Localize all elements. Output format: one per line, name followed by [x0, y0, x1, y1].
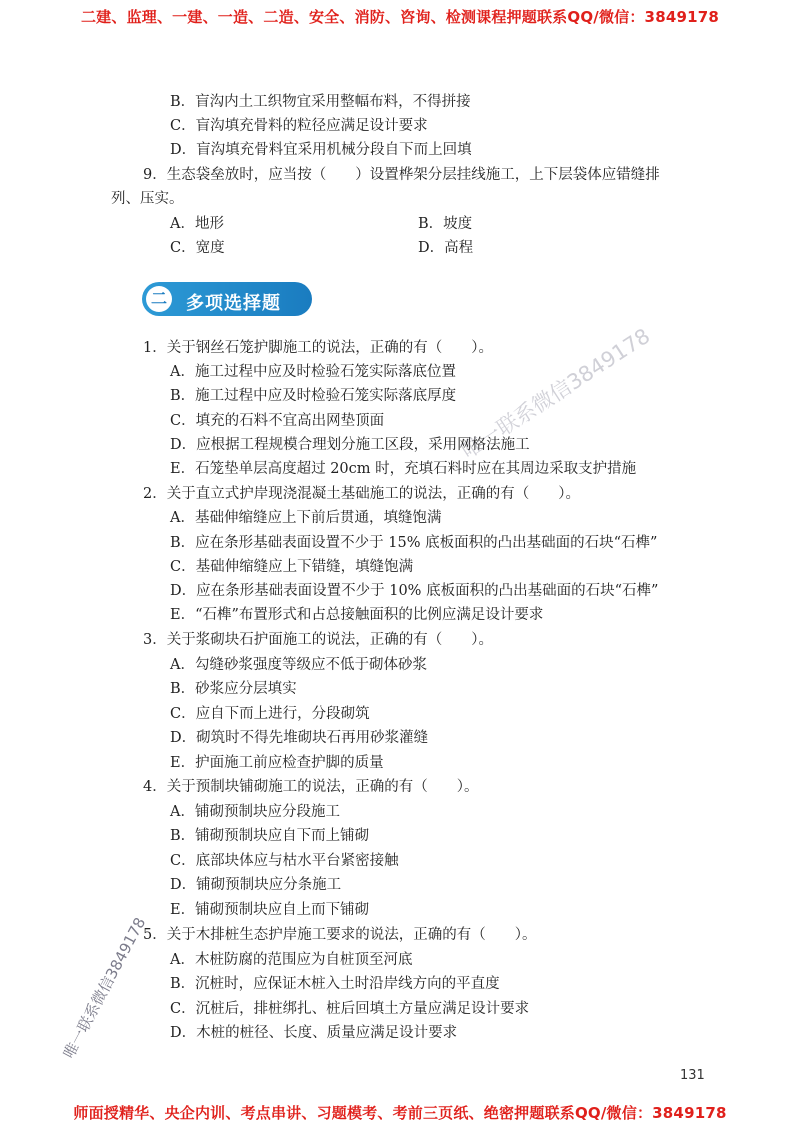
question-stem: 1．关于钢丝石笼护脚施工的说法，正确的有（ ）。 [143, 340, 493, 356]
question-stem: 2．关于直立式护岸现浇混凝土基础施工的说法，正确的有（ ）。 [143, 486, 580, 502]
question-option: C．填充的石料不宜高出网垫顶面 [170, 413, 385, 429]
question-option: E．“石榫”布置形式和占总接触面积的比例应满足设计要求 [170, 607, 544, 623]
question-stem: 3．关于浆砌块石护面施工的说法，正确的有（ ）。 [143, 632, 493, 648]
section-title: 多项选择题 [186, 293, 281, 314]
q9-stem-line2: 列、压实。 [111, 191, 184, 207]
question-option: B．砂浆应分层填实 [170, 681, 297, 697]
side-watermark: 唯一联系微信3849178 [59, 914, 150, 1062]
question-option: B．铺砌预制块应自下而上铺砌 [170, 828, 370, 844]
page-number: 131 [680, 1068, 705, 1083]
question-option: D．木桩的桩径、长度、质量应满足设计要求 [170, 1025, 458, 1041]
q9-option-c: C．宽度 [170, 240, 225, 256]
question-option: A．木桩防腐的范围应为自桩顶至河底 [170, 952, 413, 968]
question-option: C．基础伸缩缝应上下错缝，填缝饱满 [170, 559, 414, 575]
prev-option-d: D．盲沟填充骨料宜采用机械分段自下而上回填 [170, 142, 472, 158]
question-option: E．护面施工前应检查护脚的质量 [170, 755, 384, 771]
section-number: 二 [146, 286, 172, 312]
question-option: B．应在条形基础表面设置不少于 15% 底板面积的凸出基础面的石块“石榫” [170, 535, 658, 551]
question-option: C．底部块体应与枯水平台紧密接触 [170, 853, 399, 869]
question-option: B．沉桩时，应保证木桩入土时沿岸线方向的平直度 [170, 976, 500, 992]
question-option: C．沉桩后，排桩绑扎、桩后回填土方量应满足设计要求 [170, 1001, 530, 1017]
q9-option-b: B．坡度 [418, 216, 473, 232]
q9-option-a: A．地形 [170, 216, 224, 232]
prev-option-b: B．盲沟内土工织物宜采用整幅布料，不得拼接 [170, 94, 471, 110]
diagonal-watermark: 唯一联系微信3849178 [457, 323, 655, 464]
q9-option-d: D．高程 [418, 240, 474, 256]
question-option: D．应在条形基础表面设置不少于 10% 底板面积的凸出基础面的石块“石榫” [170, 583, 659, 599]
question-option: D．应根据工程规模合理划分施工区段，采用网格法施工 [170, 437, 530, 453]
top-banner: 二建、监理、一建、一造、二造、安全、消防、咨询、检测课程押题联系QQ/微信：3849178 [80, 8, 720, 26]
q9-stem-line1: 9．生态袋垒放时，应当按（ ）设置桦架分层挂线施工，上下层袋体应错缝排 [143, 167, 660, 183]
question-option: A．勾缝砂浆强度等级应不低于砌体砂浆 [170, 657, 427, 673]
question-stem: 5．关于木排桩生态护岸施工要求的说法，正确的有（ ）。 [143, 927, 537, 943]
bottom-banner: 师面授精华、央企内训、考点串讲、习题模考、考前三页纸、绝密押题联系QQ/微信：3849178 [73, 1104, 727, 1122]
question-option: D．砌筑时不得先堆砌块石再用砂浆灌缝 [170, 730, 429, 746]
question-option: A．施工过程中应及时检验石笼实际落底位置 [170, 364, 456, 380]
prev-option-c: C．盲沟填充骨料的粒径应满足设计要求 [170, 118, 428, 134]
question-option: A．铺砌预制块应分段施工 [170, 804, 340, 820]
question-option: B．施工过程中应及时检验石笼实际落底厚度 [170, 388, 457, 404]
question-stem: 4．关于预制块铺砌施工的说法，正确的有（ ）。 [143, 779, 479, 795]
question-option: E．铺砌预制块应自上而下铺砌 [170, 902, 370, 918]
question-option: C．应自下而上进行，分段砌筑 [170, 706, 370, 722]
question-option: E．石笼垫单层高度超过 20cm 时，充填石料时应在其周边采取支护措施 [170, 461, 637, 477]
question-option: D．铺砌预制块应分条施工 [170, 877, 342, 893]
question-option: A．基础伸缩缝应上下前后贯通，填缝饱满 [170, 510, 442, 526]
